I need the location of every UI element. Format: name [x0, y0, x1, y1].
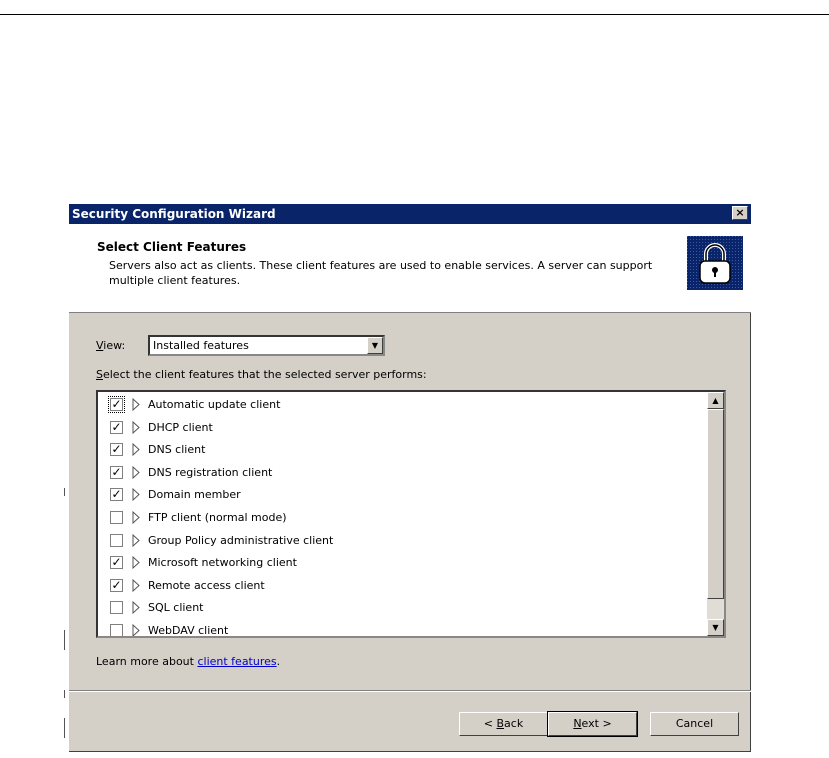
close-button[interactable]: [732, 206, 748, 220]
expand-arrow-icon[interactable]: [131, 601, 141, 614]
feature-checkbox[interactable]: ✓: [111, 555, 122, 570]
feature-checkbox[interactable]: ✓: [111, 487, 122, 502]
wizard-dialog: [69, 204, 751, 752]
feature-checkbox[interactable]: ✓: [111, 577, 122, 592]
client-features-link[interactable]: client features: [197, 655, 277, 668]
scroll-up-button[interactable]: ▲: [707, 392, 724, 409]
feature-label: Domain member: [148, 488, 241, 502]
cancel-button[interactable]: Cancel: [650, 712, 739, 736]
list-item[interactable]: [98, 439, 698, 461]
feature-checkbox[interactable]: ✓: [111, 419, 122, 434]
feature-checkbox[interactable]: ✓: [111, 397, 122, 411]
title-bar: [69, 204, 751, 224]
footer-separator: [69, 690, 751, 692]
list-item[interactable]: [98, 597, 698, 619]
feature-label: DNS registration client: [148, 465, 273, 479]
view-label: View:: [96, 339, 126, 352]
list-item[interactable]: [98, 620, 698, 638]
feature-label: Group Policy administrative client: [148, 533, 334, 547]
feature-label: SQL client: [148, 601, 204, 615]
padlock-icon: [687, 236, 743, 290]
feature-checkbox[interactable]: [110, 511, 123, 524]
feature-label: Automatic update client: [148, 398, 281, 411]
expand-arrow-icon[interactable]: [131, 466, 141, 479]
list-item[interactable]: [98, 394, 698, 416]
expand-arrow-icon[interactable]: [131, 443, 141, 456]
feature-checkbox[interactable]: ✓: [111, 442, 122, 457]
expand-arrow-icon[interactable]: [131, 579, 141, 592]
feature-label: Remote access client: [148, 578, 265, 592]
expand-arrow-icon[interactable]: [131, 488, 141, 501]
view-selected-value: Installed features: [153, 339, 249, 352]
feature-checkbox[interactable]: [110, 624, 123, 637]
close-icon: ×: [735, 206, 745, 219]
expand-arrow-icon[interactable]: [131, 398, 141, 411]
list-item[interactable]: [98, 552, 698, 574]
vertical-scrollbar[interactable]: [707, 392, 724, 636]
top-rule: [0, 14, 829, 15]
expand-arrow-icon[interactable]: [131, 534, 141, 547]
list-item[interactable]: [98, 484, 698, 506]
view-dropdown[interactable]: [148, 335, 385, 356]
feature-label: DNS client: [148, 443, 206, 457]
feature-checkbox[interactable]: [110, 534, 123, 547]
instruction-text: Select the client features that the selected server performs:: [96, 368, 427, 381]
client-features-list[interactable]: [96, 390, 726, 638]
wizard-header: [69, 224, 751, 313]
list-item[interactable]: [98, 575, 698, 597]
window-title: Security Configuration Wizard: [72, 207, 276, 221]
back-button[interactable]: < Back: [459, 712, 548, 736]
feature-label: DHCP client: [148, 420, 213, 434]
expand-arrow-icon[interactable]: [131, 624, 141, 637]
feature-checkbox[interactable]: [110, 601, 123, 614]
chevron-down-icon[interactable]: ▼: [367, 337, 383, 354]
list-item[interactable]: [98, 417, 698, 439]
feature-label: Microsoft networking client: [148, 556, 297, 570]
feature-checkbox[interactable]: ✓: [111, 464, 122, 479]
expand-arrow-icon[interactable]: [131, 511, 141, 524]
expand-arrow-icon[interactable]: [131, 556, 141, 569]
feature-label: WebDAV client: [148, 624, 229, 637]
expand-arrow-icon[interactable]: [131, 421, 141, 434]
list-item[interactable]: [98, 530, 698, 552]
scroll-down-button[interactable]: ▼: [707, 619, 724, 636]
page-description: Servers also act as clients. These client features are used to enable services. A server can support multiple client features.: [109, 259, 653, 287]
feature-label: FTP client (normal mode): [148, 511, 287, 524]
learn-more-text: Learn more about client features.: [96, 655, 281, 668]
scroll-thumb[interactable]: [707, 409, 724, 599]
next-button[interactable]: Next >: [548, 712, 637, 736]
page-title: Select Client Features: [97, 240, 247, 254]
list-item[interactable]: [98, 462, 698, 484]
list-item[interactable]: [98, 507, 698, 529]
